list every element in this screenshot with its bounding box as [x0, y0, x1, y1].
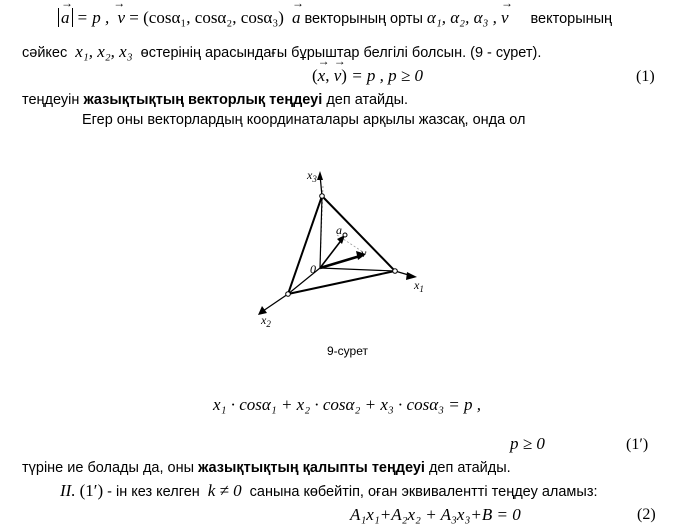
normal-condition: p ≥ 0 — [510, 434, 545, 453]
text-a: векторының орты — [304, 11, 423, 27]
arrow-head — [317, 171, 323, 180]
rest: өстерінің арасындағы бұрыштар белгілі болсын. (9 - сурет). — [140, 45, 542, 61]
label-x2: $x_2$ — [261, 313, 271, 329]
normal-equation-line: түріне ие болады да, оны жазықтықтың қалыпты теңдеуі деп атайды. — [22, 460, 511, 476]
nu-symbol: → ν — [501, 8, 509, 27]
label-x1: $x_1$ — [414, 278, 424, 294]
text-b: векторының — [530, 11, 613, 27]
vertex-dot — [320, 194, 325, 199]
vector-equation-line: теңдеуін жазықтықтың векторлық теңдеуі деп атайды. — [22, 92, 409, 108]
nu-def: → ν = (cosα₁, cosα₂, cosα₃) — [113, 8, 284, 27]
a-vector: → a — [292, 8, 301, 27]
vector-nu-line — [320, 256, 360, 268]
normal-equation: x₁ · cosα₁ + x₂ · cosα₂ + x₃ · cosα₃ = p , — [213, 395, 482, 414]
alphas: α₁, α₂, α₃ , — [426, 8, 497, 27]
label-vec-a: a — [336, 223, 342, 237]
label-vec-nu: ν — [361, 246, 367, 260]
plane-triangle — [288, 196, 395, 294]
coordinates-line: Егер оны векторлардың координаталары арқылы жазсақ, онда ол — [82, 112, 526, 128]
equation-2: A₁x₁+A₂x₂ + A₃x₃+B = 0 — [350, 505, 521, 524]
vector-a-dot — [343, 233, 347, 237]
figure-caption: 9-сурет — [327, 344, 368, 358]
equation-2-number: (2) — [637, 506, 656, 523]
normal-equation-number: (1′) — [626, 436, 649, 453]
axis-x2 — [263, 294, 288, 311]
vertex-dot — [393, 269, 398, 274]
equation-1: (→ x, → ν) = p , p ≥ 0 — [312, 66, 423, 86]
lead: сәйкес — [22, 45, 68, 61]
origin-edge — [320, 268, 395, 271]
multiply-line: II. (1′) - ін кез келген k ≠ 0 санына көбейтіп, оған эквивалентті теңдеу аламыз: — [60, 481, 598, 500]
vertex-dot — [286, 292, 291, 297]
x-axes: x₁, x₂, x₃ — [75, 42, 133, 61]
eq-p: = p , — [76, 8, 110, 27]
label-origin: 0 — [310, 262, 316, 276]
abs-a: → a — [58, 8, 73, 27]
equation-1-number: (1) — [636, 68, 655, 85]
label-x3: $x_3$ — [307, 168, 317, 184]
